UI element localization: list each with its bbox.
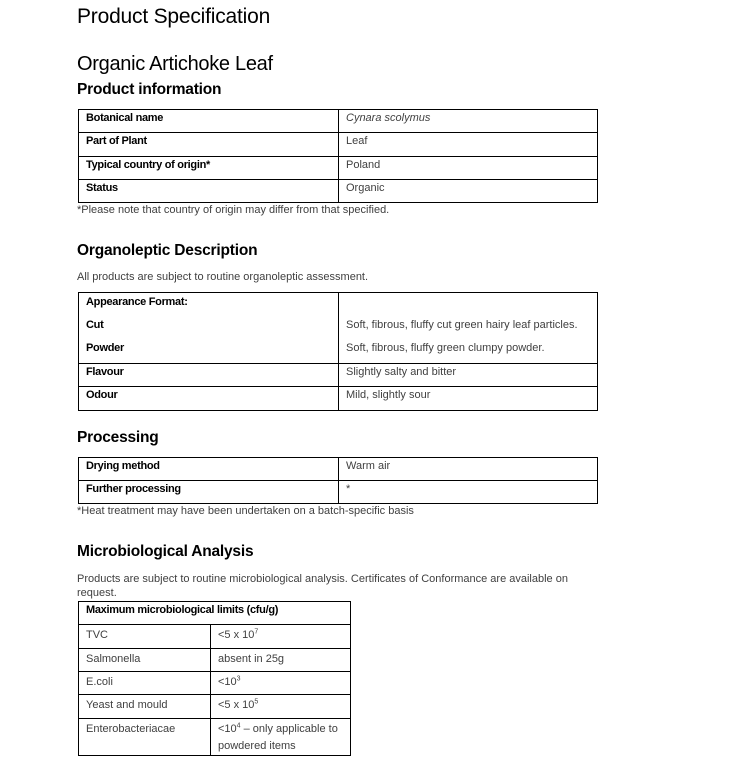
table-row <box>79 695 351 719</box>
document-title: Product Specification <box>77 5 271 28</box>
product-information-table <box>78 109 598 203</box>
row-label: E.coli <box>79 672 211 695</box>
row-value: Poland <box>339 157 598 180</box>
product-name: Organic Artichoke Leaf <box>77 53 273 75</box>
row-value: Organic <box>339 180 598 203</box>
row-label: Flavour <box>79 364 339 387</box>
table-row <box>79 481 598 504</box>
row-label: Salmonella <box>79 649 211 672</box>
section-heading-product-information: Product information <box>77 81 222 98</box>
heat-treatment-footnote: *Heat treatment may have been undertaken on a batch-specific basis <box>77 505 414 517</box>
table-row <box>79 364 598 387</box>
row-label: Status <box>79 180 339 203</box>
appearance-cut-label: Cut <box>86 319 104 331</box>
organoleptic-intro: All products are subject to routine organoleptic assessment. <box>77 271 369 283</box>
row-value: Cynara scolymus <box>339 110 598 133</box>
microbiological-intro: Products are subject to routine microbiological analysis. Certificates of Conformance are available on request. <box>77 573 568 599</box>
table-row <box>79 649 351 672</box>
row-value: Slightly salty and bitter <box>339 364 598 387</box>
section-heading-processing: Processing <box>77 429 159 446</box>
table-row <box>79 719 351 756</box>
section-heading-organoleptic: Organoleptic Description <box>77 242 258 259</box>
table-row <box>79 387 598 411</box>
section-heading-microbiological: Microbiological Analysis <box>77 543 254 560</box>
appearance-cut-value: Soft, fibrous, fluffy cut green hairy leaf particles. <box>346 319 578 331</box>
row-value: <5 x $10^7$ <box>211 625 351 649</box>
row-value: $<10^4$ – only applicable to powdered items <box>211 719 351 756</box>
table-row <box>79 180 598 203</box>
row-label: Enterobacteriacae <box>79 719 211 756</box>
appearance-powder-value: Soft, fibrous, fluffy green clumpy powder. <box>346 342 545 354</box>
row-label: Typical country of origin* <box>79 157 339 180</box>
row-value: absent in 25g <box>211 649 351 672</box>
table-header-row <box>79 602 351 625</box>
row-value: <5 x $10^5$ <box>211 695 351 719</box>
table-row <box>79 110 598 133</box>
row-value: Warm air <box>339 458 598 481</box>
row-label: Botanical name <box>79 110 339 133</box>
microbiological-limits-table <box>78 601 351 756</box>
country-origin-footnote: *Please note that country of origin may differ from that specified. <box>77 204 390 216</box>
row-label: Odour <box>79 387 339 411</box>
table-row <box>79 133 598 157</box>
row-value: Mild, slightly sour <box>339 387 598 411</box>
row-value: * <box>339 481 598 504</box>
row-label: Further processing <box>79 481 339 504</box>
row-label: Yeast and mould <box>79 695 211 719</box>
processing-table <box>78 457 598 504</box>
table-row <box>79 458 598 481</box>
table-row <box>79 625 351 649</box>
table-row <box>79 157 598 180</box>
table-row-appearance <box>79 293 598 364</box>
appearance-powder-label: Powder <box>86 342 124 354</box>
row-label: TVC <box>79 625 211 649</box>
table-header: Maximum microbiological limits (cfu/g) <box>79 602 351 625</box>
row-label: Drying method <box>79 458 339 481</box>
table-row <box>79 672 351 695</box>
appearance-format-label: Appearance Format: <box>86 296 188 308</box>
row-value: $<10^3$ <box>211 672 351 695</box>
row-label: Part of Plant <box>79 133 339 157</box>
organoleptic-table <box>78 292 598 411</box>
row-value: Leaf <box>339 133 598 157</box>
